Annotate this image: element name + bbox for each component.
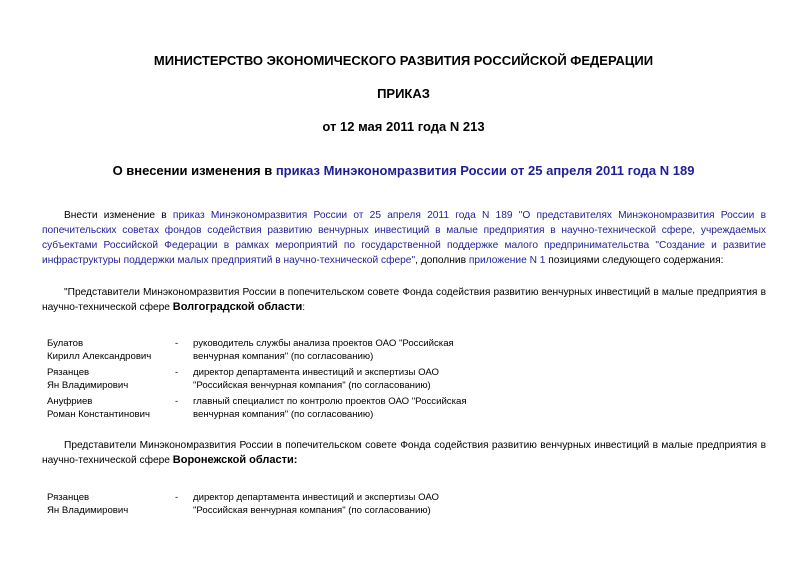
- person-surname: Рязанцев: [47, 367, 90, 378]
- section2-paragraph: [42, 438, 766, 468]
- section2-region: Воронежской области:: [172, 454, 298, 466]
- section1-end: :: [302, 302, 306, 313]
- date-number-heading: от 12 мая 2011 года N 213: [322, 119, 485, 134]
- title-link[interactable]: приказ Минэкономразвития России от 25 апреля 2011 года N 189: [275, 163, 695, 178]
- person-position-line1: директор департамента инвестиций и экспертизы ОАО: [193, 492, 439, 503]
- intro-link-appendix[interactable]: приложение N 1: [468, 255, 546, 266]
- title-prefix: О внесении изменения в: [112, 163, 276, 178]
- person-position-line2: "Российская венчурная компания" (по согласованию): [193, 505, 431, 516]
- person-position-line2: венчурная компания" (по согласованию): [193, 351, 374, 362]
- intro-paragraph: [42, 208, 766, 268]
- person-given-names: Ян Владимирович: [47, 380, 129, 391]
- dash: -: [175, 367, 179, 378]
- section2-text: Представители Минэкономразвития России в попечительском совете Фонда содействия развитию венчурных инвестиций в малые предприятия в научно-технической сфере: [42, 440, 766, 466]
- dash: -: [175, 492, 179, 503]
- person-surname: Ануфриев: [47, 396, 93, 407]
- section1-region: Волгоградской области: [172, 301, 303, 313]
- document-title: [0, 163, 807, 178]
- dash: -: [175, 396, 179, 407]
- dash: -: [175, 338, 179, 349]
- intro-part1: Внести изменение в: [64, 210, 173, 221]
- intro-link-order[interactable]: приказ Минэкономразвития России от 25 апреля 2011 года N 189 "О представителях Минэкономразвития России в попечительских советах фондов содействия развитию венчурных инвестиций в малые предприятия в научно-технической сфере, учреждаемых субъектами Российской Федерации в рамках мероприятий по государственной поддержке малого предпринимательства "Создание и развитие инфраструктуры поддержки малых предприятий в научно-технической сфере": [42, 210, 766, 266]
- section1-paragraph: [42, 285, 766, 315]
- person-position-line2: венчурная компания" (по согласованию): [193, 409, 374, 420]
- person-position-line2: "Российская венчурная компания" (по согласованию): [193, 380, 431, 391]
- person-position-line1: руководитель службы анализа проектов ОАО "Российская: [193, 338, 454, 349]
- person-given-names: Ян Владимирович: [47, 505, 129, 516]
- person-surname: Рязанцев: [47, 492, 90, 503]
- ministry-heading: МИНИСТЕРСТВО ЭКОНОМИЧЕСКОГО РАЗВИТИЯ РОССИЙСКОЙ ФЕДЕРАЦИИ: [153, 53, 654, 68]
- person-position-line1: директор департамента инвестиций и экспертизы ОАО: [193, 367, 439, 378]
- intro-part3: позициями следующего содержания:: [545, 255, 724, 266]
- doc-type-heading: ПРИКАЗ: [377, 86, 430, 101]
- person-given-names: Кирилл Александрович: [47, 351, 152, 362]
- person-surname: Булатов: [47, 338, 84, 349]
- section1-text: "Представители Минэкономразвития России в попечительском совете Фонда содействия развитию венчурных инвестиций в малые предприятия в научно-технической сфере: [42, 287, 766, 313]
- intro-part2: , дополнив: [415, 255, 469, 266]
- person-given-names: Роман Константинович: [47, 409, 150, 420]
- person-position-line1: главный специалист по контролю проектов ОАО "Российская: [193, 396, 467, 407]
